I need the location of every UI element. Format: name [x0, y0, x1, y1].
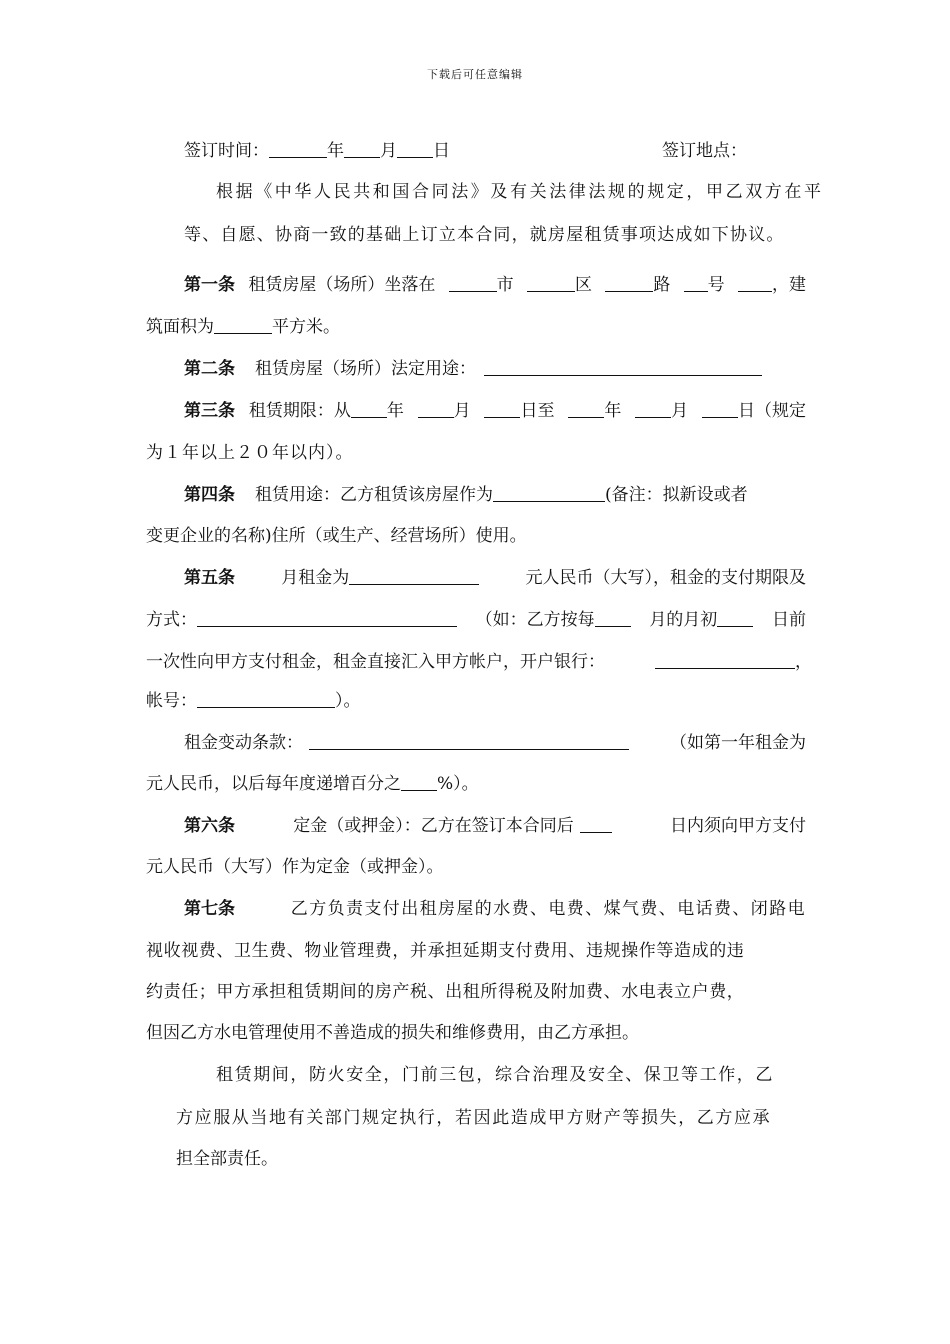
rent-change-blank [309, 733, 629, 750]
article-7-label: 第七条 [184, 899, 235, 919]
sign-month-unit: 月 [380, 141, 397, 161]
payment-day-text: 日前 [771, 610, 806, 630]
payment-example-text: （如：乙方按每 [475, 610, 595, 630]
article-1-text: 租赁房屋（场所）坐落在 [248, 275, 436, 295]
article-7-line-1 [184, 898, 806, 920]
article-4-label: 第四条 [184, 485, 235, 505]
safety-line-1: 租赁期间，防火安全，门前三包，综合治理及安全、保卫等工作，乙 [216, 1065, 774, 1085]
end-day-unit: 日（规定 [737, 401, 806, 421]
end-month-blank [635, 401, 671, 418]
area-label: 筑面积为 [146, 317, 214, 337]
city-blank [449, 275, 497, 292]
payment-method-label: 方式： [146, 610, 197, 630]
payment-month-text: 月的月初 [649, 610, 718, 630]
area-unit: 平方米。 [272, 317, 340, 337]
city-unit: 市 [496, 275, 514, 295]
deposit-days-blank [580, 816, 612, 833]
article-1-line-2 [146, 316, 340, 338]
sign-place-label: 签订地点： [662, 141, 747, 161]
sign-year-blank [269, 141, 327, 158]
account-label: 帐号： [146, 691, 197, 711]
article-1-line-1 [184, 274, 806, 296]
article-6-label: 第六条 [184, 816, 235, 836]
article-7-text-1: 乙方负责支付出租房屋的水费、电费、煤气费、电话费、闭路电 [290, 899, 806, 919]
account-blank [197, 691, 335, 708]
rent-increase-text: 元人民币，以后每年度递增百分之 [146, 774, 401, 794]
article-3-text: 租赁期限：从 [248, 401, 351, 421]
article-7-line-2: 视收视费、卫生费、物业管理费，并承担延期支付费用、违规操作等造成的违 [146, 941, 745, 961]
rent-change-example: （如第一年租金为 [670, 733, 806, 753]
article-2-text: 租赁房屋（场所）法定用途： [255, 359, 476, 379]
sign-month-blank [344, 141, 380, 158]
area-blank [214, 317, 272, 334]
bank-comma: ， [795, 652, 812, 672]
sign-time-label: 签订时间： [184, 141, 269, 161]
intro-line-1: 根据《中华人民共和国合同法》及有关法律法规的规定，甲乙双方在平 [216, 182, 824, 202]
start-month-blank [418, 401, 454, 418]
article-5-line-3 [146, 651, 812, 673]
article-3-line-1 [184, 400, 806, 422]
rent-unit-text: 元人民币（大写），租金的支付期限及 [525, 568, 806, 588]
intro-line-2: 等、自愿、协商一致的基础上订立本合同，就房屋租赁事项达成如下协议。 [184, 225, 785, 245]
article-4-line-2: 变更企业的名称)住所（或生产、经营场所）使用。 [146, 526, 527, 546]
start-month-unit: 月 [453, 401, 471, 421]
number-blank [684, 275, 708, 292]
number-tail-blank [738, 275, 772, 292]
article-4-text: 租赁用途：乙方租赁该房屋作为 [255, 485, 493, 505]
article-3-line-2: 为１年以上２０年以内）。 [146, 443, 354, 463]
number-unit: 号 [707, 275, 725, 295]
article-1-tail: ，建 [771, 275, 806, 295]
article-1-label: 第一条 [184, 275, 235, 295]
road-unit: 路 [653, 275, 671, 295]
end-month-unit: 月 [671, 401, 689, 421]
start-day-unit: 日至 [520, 401, 555, 421]
rent-change-label: 租金变动条款： [184, 733, 303, 753]
rent-change-line-1 [184, 732, 806, 754]
payment-month-blank [595, 610, 631, 627]
account-tail: ）。 [335, 691, 361, 711]
article-7-line-3: 约责任；甲方承担租赁期间的房产税、出租所得税及附加费、水电表立户费， [146, 982, 745, 1002]
start-day-blank [484, 401, 520, 418]
rent-increase-blank [401, 774, 437, 791]
rent-change-line-2 [146, 773, 479, 795]
article-5-label: 第五条 [184, 568, 235, 588]
rent-blank [349, 568, 479, 585]
sign-time-line [184, 140, 450, 162]
district-blank [527, 275, 575, 292]
safety-line-3: 担全部责任。 [176, 1149, 278, 1169]
deposit-text: 定金（或押金）：乙方在签订本合同后 [293, 816, 574, 836]
end-year-blank [568, 401, 604, 418]
deposit-pay-text: 日内须向甲方支付 [670, 816, 806, 836]
article-4-line-1 [184, 484, 748, 506]
usage-blank [484, 359, 762, 376]
rent-increase-unit: %）。 [437, 774, 479, 794]
sign-day-blank [397, 141, 433, 158]
safety-line-2: 方应服从当地有关部门规定执行，若因此造成甲方财产等损失，乙方应承 [176, 1108, 772, 1128]
bank-text: 一次性向甲方支付租金，租金直接汇入甲方帐户，开户银行： [146, 652, 605, 672]
article-6-line-1 [184, 815, 806, 837]
article-2-label: 第二条 [184, 359, 235, 379]
district-unit: 区 [574, 275, 592, 295]
start-year-blank [351, 401, 387, 418]
sign-year-unit: 年 [327, 141, 344, 161]
article-5-line-4 [146, 690, 361, 712]
article-4-note: (备注：拟新设或者 [605, 485, 748, 505]
payment-method-blank [197, 610, 457, 627]
end-year-unit: 年 [604, 401, 622, 421]
end-day-blank [702, 401, 738, 418]
article-7-line-4: 但因乙方水电管理使用不善造成的损失和维修费用，由乙方承担。 [146, 1023, 639, 1043]
road-blank [605, 275, 653, 292]
payment-day-blank [717, 610, 753, 627]
start-year-unit: 年 [386, 401, 404, 421]
article-5-line-2 [146, 609, 806, 631]
article-5-line-1 [184, 567, 806, 589]
article-3-label: 第三条 [184, 401, 235, 421]
purpose-blank [493, 485, 605, 502]
bank-blank [655, 652, 795, 669]
article-6-line-2: 元人民币（大写）作为定金（或押金）。 [146, 857, 444, 877]
article-2-line [184, 358, 762, 380]
sign-day-unit: 日 [433, 141, 450, 161]
rent-label: 月租金为 [281, 568, 350, 588]
page-header: 下载后可任意编辑 [427, 68, 523, 81]
